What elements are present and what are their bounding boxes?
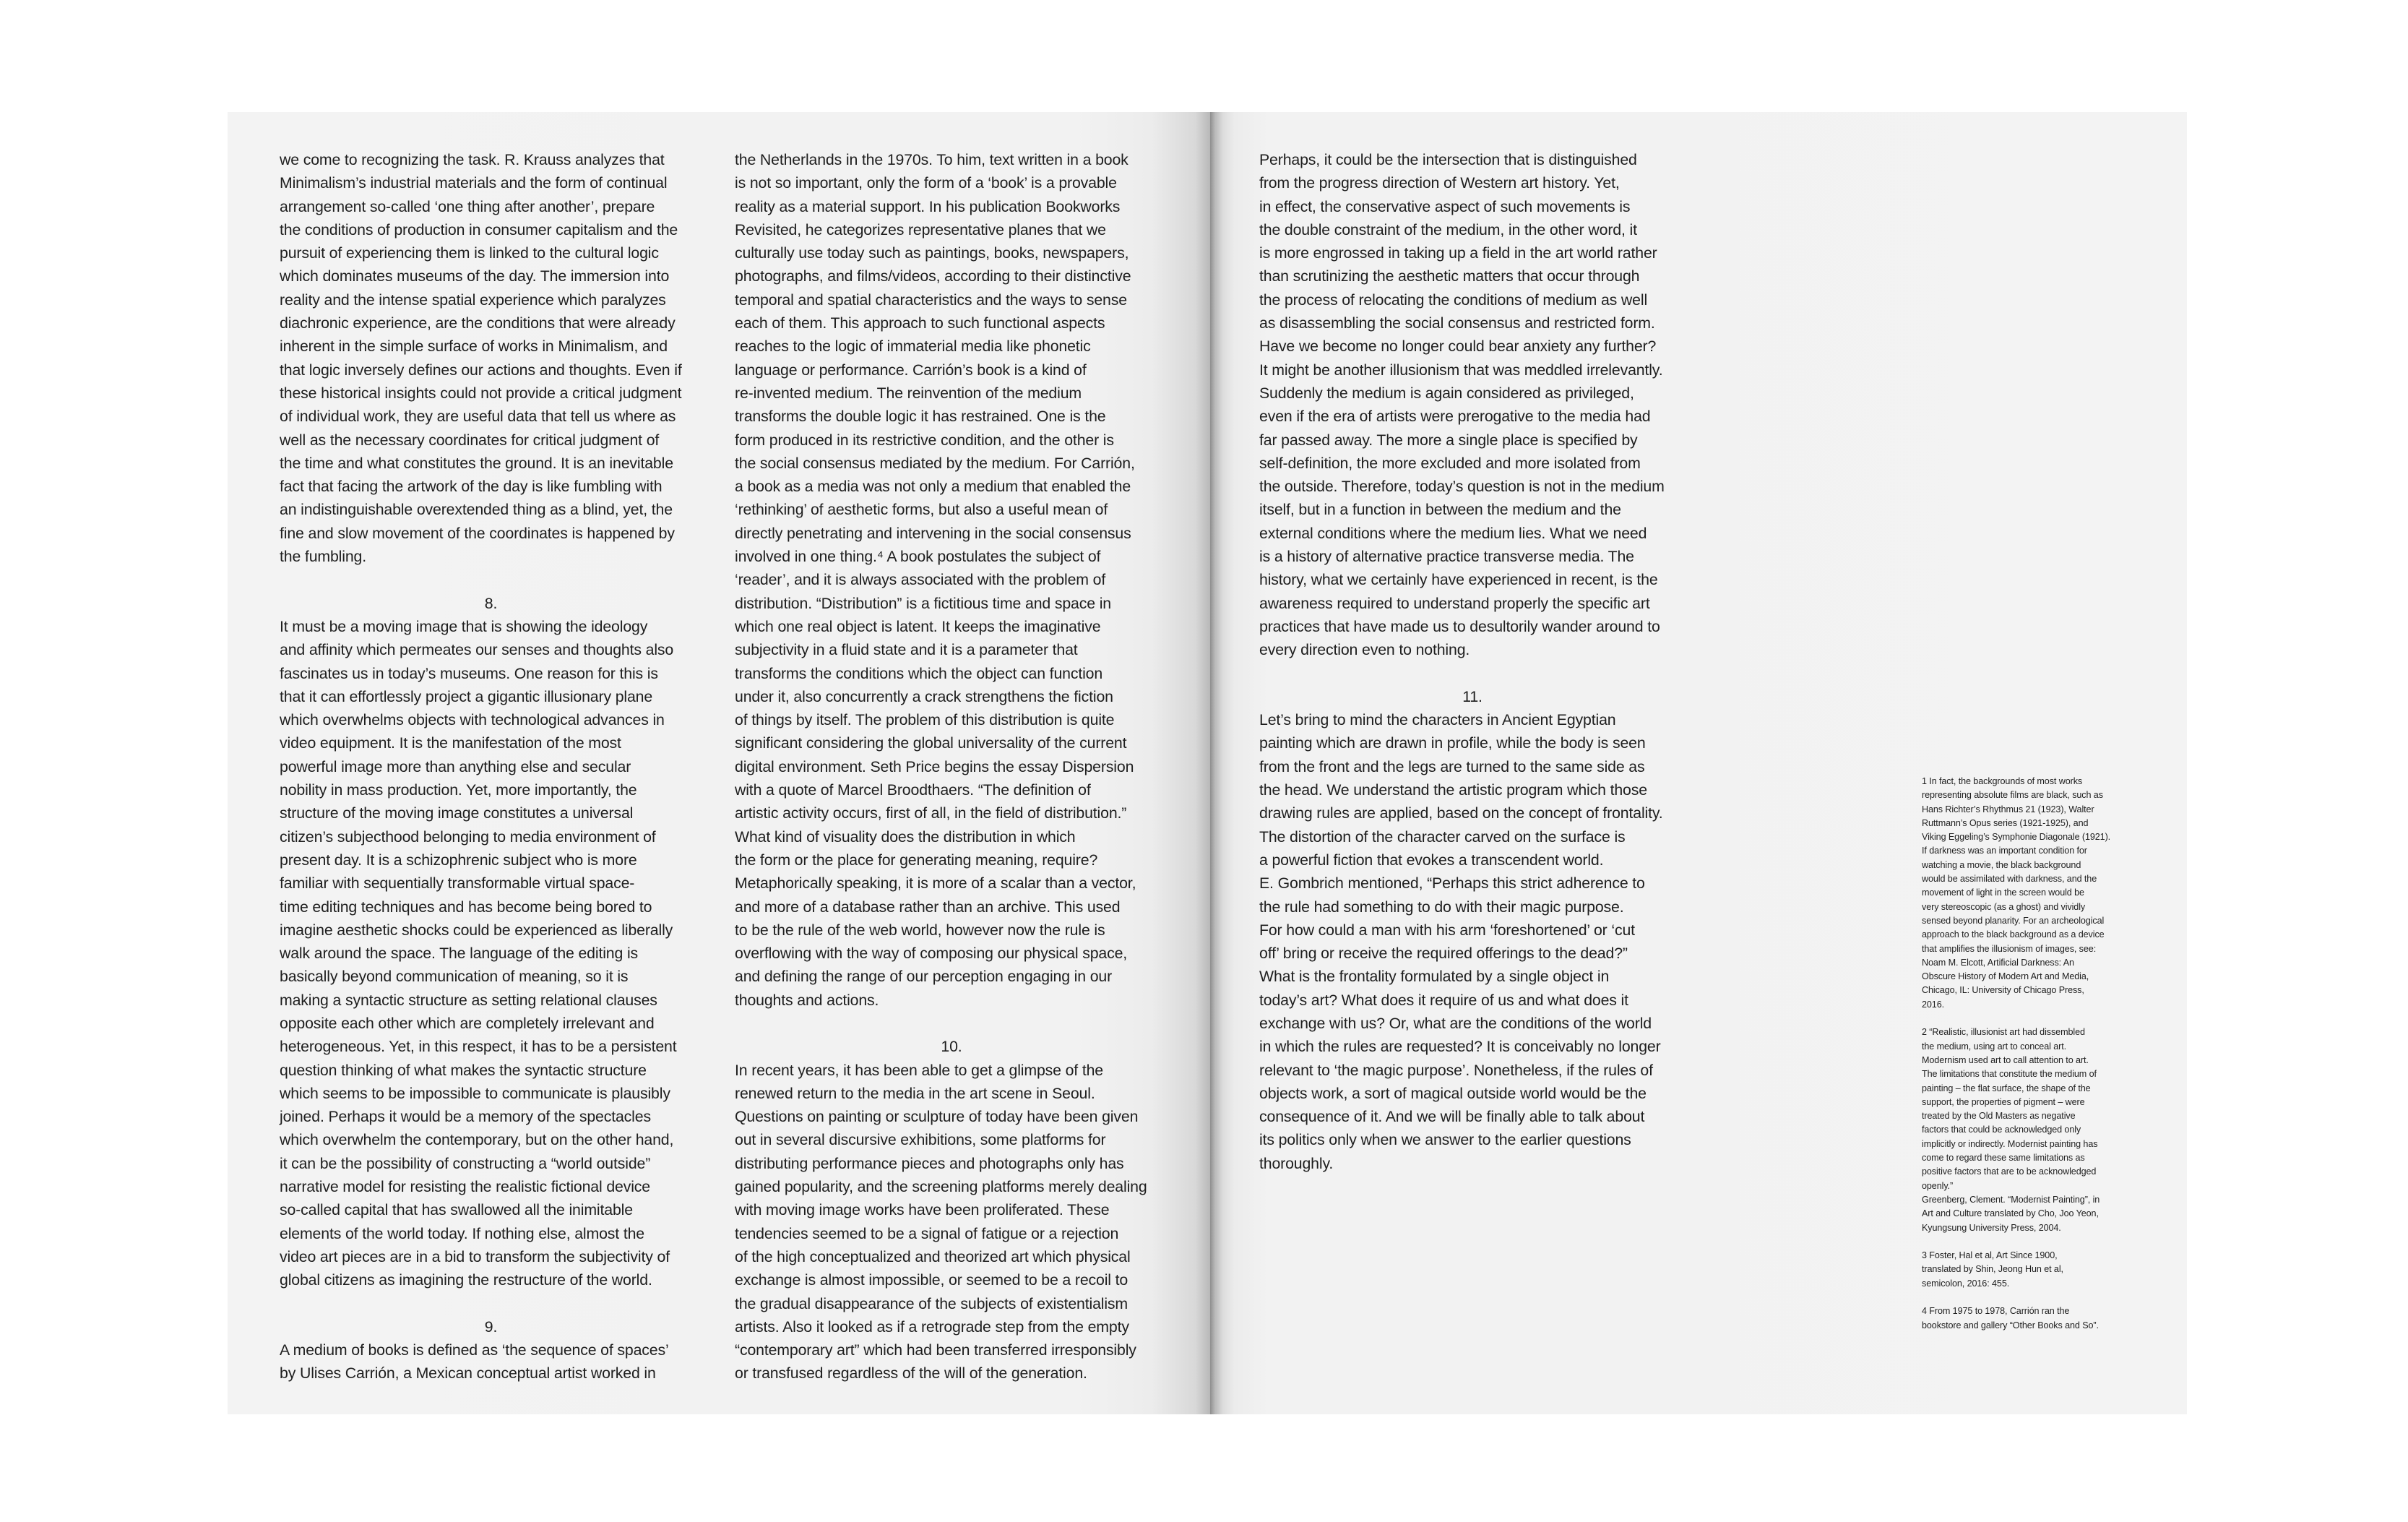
text-line: Kyungsung University Press, 2004. bbox=[1922, 1222, 2061, 1233]
text-line: of things by itself. The problem of this distribution is quite bbox=[735, 711, 1115, 729]
text-line: Have we become no longer could bear anxiety any further? bbox=[1259, 337, 1657, 356]
text-line: fact that facing the artwork of the day is like fumbling with bbox=[280, 478, 663, 496]
section-8-body bbox=[280, 615, 702, 1292]
text-line: semicolon, 2016: 455. bbox=[1922, 1278, 2010, 1289]
text-line: subjectivity in a fluid state and it is a parameter that bbox=[735, 641, 1078, 659]
text-line: Viking Eggeling’s Symphonie Diagonale (1921). bbox=[1922, 832, 2111, 843]
text-line: 1 In fact, the backgrounds of most works bbox=[1922, 776, 2083, 786]
text-line: distributing performance pieces and photographs only has bbox=[735, 1154, 1124, 1172]
text-line: Ruttmann’s Opus series (1921-1925), and bbox=[1922, 817, 2089, 828]
text-line: form produced in its restrictive condition, and the other is bbox=[735, 431, 1114, 449]
text-line: treated by the Old Masters as negative bbox=[1922, 1111, 2076, 1122]
text-line: awareness required to understand properly the specific art bbox=[1259, 594, 1650, 612]
text-line: is a history of alternative practice transverse media. The bbox=[1259, 548, 1634, 566]
text-line: “contemporary art” which had been transferred irresponsibly bbox=[735, 1341, 1136, 1359]
text-line: self-definition, the more excluded and more isolated from bbox=[1259, 454, 1641, 472]
text-line: would be assimilated with darkness, and the bbox=[1922, 874, 2097, 885]
text-line: walk around the space. The language of the editing is bbox=[280, 945, 639, 963]
text-line: from the front and the legs are turned to the same side as bbox=[1259, 757, 1645, 775]
text-line: a powerful fiction that evokes a transcendent world. bbox=[1259, 851, 1604, 869]
text-line: ‘reader’, and it is always associated with the problem of bbox=[735, 571, 1106, 589]
text-line: by Ulises Carrión, a Mexican conceptual artist worked in bbox=[280, 1364, 656, 1383]
text-line: elements of the world today. If nothing else, almost the bbox=[280, 1224, 644, 1242]
text-line: What kind of visuality does the distribution in which bbox=[735, 827, 1076, 846]
text-line: come to regard these same limitations as bbox=[1922, 1153, 2085, 1164]
text-line: that logic inversely defines our actions and thoughts. Even if bbox=[280, 361, 682, 379]
text-line: Modernism used art to call attention to art. bbox=[1922, 1054, 2089, 1065]
text-line: In recent years, it has been able to get a glimpse of the bbox=[735, 1061, 1103, 1079]
text-line: distribution. “Distribution” is a fictitious time and space in bbox=[735, 594, 1111, 612]
text-line: temporal and spatial characteristics and the ways to sense bbox=[735, 291, 1127, 309]
text-line: the time and what constitutes the ground. It is an inevitable bbox=[280, 454, 673, 472]
text-line: nobility in mass production. Yet, more importantly, the bbox=[280, 781, 637, 799]
text-line: the process of relocating the conditions of medium as well bbox=[1259, 291, 1648, 309]
text-line: drawing rules are applied, based on the concept of frontality. bbox=[1259, 804, 1663, 822]
text-line: For how could a man with his arm ‘foreshortened’ or ‘cut bbox=[1259, 921, 1635, 939]
footnote-4 bbox=[1922, 1304, 2160, 1333]
text-line: of the high conceptualized and theorized art which physical bbox=[735, 1247, 1131, 1265]
text-line: out in several discursive exhibitions, some platforms for bbox=[735, 1131, 1106, 1149]
text-line: re-invented medium. The reinvention of the medium bbox=[735, 384, 1082, 402]
section-heading-10: 10. bbox=[941, 1038, 962, 1056]
text-line: very stereoscopic (as a ghost) and vividly bbox=[1922, 901, 2086, 912]
text-line: thoroughly. bbox=[1259, 1154, 1334, 1172]
text-line: history, what we certainly have experienced in recent, is the bbox=[1259, 571, 1658, 589]
text-line: movement of light in the screen would be bbox=[1922, 887, 2084, 898]
text-line: off’ bring or receive the required offerings to the dead?” bbox=[1259, 945, 1628, 963]
text-line: Questions on painting or sculpture of today have been given bbox=[735, 1108, 1139, 1126]
text-line: It might be another illusionism that was meddled irrelevantly. bbox=[1259, 361, 1663, 379]
text-line: the double constraint of the medium, in the other word, it bbox=[1259, 220, 1637, 238]
footnote-1 bbox=[1922, 775, 2160, 1012]
text-line: every direction even to nothing. bbox=[1259, 641, 1470, 659]
text-line: diachronic experience, are the conditions that were already bbox=[280, 314, 676, 332]
text-line: exchange is almost impossible, or seemed to be a recoil to bbox=[735, 1271, 1129, 1289]
text-line: thoughts and actions. bbox=[735, 991, 879, 1009]
text-line: sensed beyond planarity. For an archeological bbox=[1922, 915, 2105, 926]
text-line: painting – the flat surface, the shape of the bbox=[1922, 1083, 2091, 1093]
text-column-2 bbox=[735, 148, 1168, 1385]
text-line: video equipment. It is the manifestation of the most bbox=[280, 734, 621, 752]
text-line: these historical insights could not provide a critical judgment bbox=[280, 384, 682, 402]
text-line: translated by Shin, Jeong Hun et al, bbox=[1922, 1264, 2063, 1275]
text-line: Greenberg, Clement. “Modernist Painting”, in bbox=[1922, 1194, 2100, 1205]
text-line: reaches to the logic of immaterial media like phonetic bbox=[735, 337, 1091, 356]
column-1-intro bbox=[280, 148, 702, 568]
text-line: global citizens as imagining the restructure of the world. bbox=[280, 1271, 652, 1289]
text-line: transforms the conditions which the object can function bbox=[735, 664, 1103, 682]
text-line: it can be the possibility of constructing a “world outside” bbox=[280, 1154, 651, 1172]
text-line: imagine aesthetic shocks could be experienced as liberally bbox=[280, 921, 673, 939]
text-line: even if the era of artists were prerogative to the media had bbox=[1259, 408, 1651, 426]
text-line: Perhaps, it could be the intersection that is distinguished bbox=[1259, 151, 1637, 168]
text-line: question thinking of what makes the syntactic structure bbox=[280, 1061, 647, 1079]
text-line: If darkness was an important condition for bbox=[1922, 846, 2087, 856]
text-line: 2 “Realistic, illusionist art had dissembled bbox=[1922, 1027, 2085, 1038]
text-line: representing absolute films are black, such as bbox=[1922, 790, 2103, 801]
text-line: Chicago, IL: University of Chicago Press, bbox=[1922, 985, 2084, 996]
text-line: the conditions of production in consumer capitalism and the bbox=[280, 220, 678, 238]
text-line: E. Gombrich mentioned, “Perhaps this strict adherence to bbox=[1259, 874, 1645, 893]
text-line: pursuit of experiencing them is linked to the cultural logic bbox=[280, 244, 659, 262]
text-line: familiar with sequentially transformable virtual space- bbox=[280, 874, 635, 893]
text-line: relevant to ‘the magic purpose’. Nonetheless, if the rules of bbox=[1259, 1061, 1653, 1079]
text-column-3 bbox=[1259, 148, 1686, 1175]
text-line: that it can effortlessly project a gigantic illusionary plane bbox=[280, 687, 653, 705]
text-line: objects work, a sort of magical outside world would be the bbox=[1259, 1084, 1647, 1102]
text-line: heterogeneous. Yet, in this respect, it has to be a persistent bbox=[280, 1038, 677, 1056]
text-line: language or performance. Carrión’s book is a kind of bbox=[735, 361, 1087, 379]
column-3-body bbox=[1259, 148, 1686, 662]
text-line: support, the properties of pigment – were bbox=[1922, 1096, 2085, 1107]
text-line: than scrutinizing the aesthetic matters that occur through bbox=[1259, 267, 1640, 285]
text-line: Hans Richter’s Rhythmus 21 (1923), Walter bbox=[1922, 804, 2094, 814]
text-line: tendencies seemed to be a signal of fatigue or a rejection bbox=[735, 1224, 1119, 1242]
text-line: time editing techniques and has become being bored to bbox=[280, 898, 652, 916]
text-line: practices that have made us to desultorily wander around to bbox=[1259, 617, 1660, 635]
footnote-2 bbox=[1922, 1026, 2160, 1234]
text-line: today’s art? What does it require of us and what does it bbox=[1259, 991, 1628, 1009]
footnote-3 bbox=[1922, 1249, 2160, 1291]
text-line: which overwhelm the contemporary, but on the other hand, bbox=[280, 1131, 674, 1149]
text-line: It must be a moving image that is showing the ideology bbox=[280, 617, 648, 635]
text-line: so-called capital that has swallowed all the inimitable bbox=[280, 1201, 633, 1219]
text-line: citizen’s subjecthood belonging to media environment of bbox=[280, 827, 656, 846]
text-line: a book as a media was not only a medium that enabled the bbox=[735, 478, 1131, 496]
book-spread bbox=[228, 112, 2187, 1414]
text-line: far passed away. The more a single place is specified by bbox=[1259, 431, 1638, 449]
text-line: 4 From 1975 to 1978, Carrión ran the bbox=[1922, 1306, 2070, 1317]
text-line: with moving image works have been proliferated. These bbox=[735, 1201, 1110, 1219]
text-line: Art and Culture translated by Cho, Joo Yeon, bbox=[1922, 1208, 2099, 1219]
text-line: which seems to be impossible to communicate is plausibly bbox=[280, 1084, 670, 1102]
text-line: overflowing with the way of composing our physical space, bbox=[735, 945, 1128, 963]
left-page bbox=[228, 112, 1210, 1414]
text-line: reality and the intense spatial experience which paralyzes bbox=[280, 291, 666, 309]
column-2-body bbox=[735, 148, 1168, 1012]
text-line: is more engrossed in taking up a field in the art world rather bbox=[1259, 244, 1657, 262]
text-line: the social consensus mediated by the medium. For Carrión, bbox=[735, 454, 1135, 472]
text-line: 3 Foster, Hal et al, Art Since 1900, bbox=[1922, 1250, 2058, 1261]
text-line: is not so important, only the form of a ‘book’ is a provable bbox=[735, 174, 1117, 192]
text-line: in which the rules are requested? It is conceivably no longer bbox=[1259, 1038, 1661, 1056]
text-line: the outside. Therefore, today’s question is not in the medium bbox=[1259, 478, 1665, 496]
text-line: factors that could be acknowledged only bbox=[1922, 1125, 2081, 1135]
text-line: the head. We understand the artistic program which those bbox=[1259, 781, 1647, 799]
text-line: approach to the black background as a device bbox=[1922, 929, 2105, 940]
text-line: gained popularity, and the screening platforms merely dealing bbox=[735, 1178, 1147, 1196]
text-line: well as the necessary coordinates for critical judgment of bbox=[280, 431, 660, 449]
text-line: an indistinguishable overextended thing as a blind, yet, the bbox=[280, 501, 673, 519]
text-line: fascinates us in today’s museums. One reason for this is bbox=[280, 664, 658, 682]
text-line: we come to recognizing the task. R. Krauss analyzes that bbox=[280, 151, 665, 168]
text-line: reality as a material support. In his publication Bookworks bbox=[735, 197, 1121, 215]
text-line: the gradual disappearance of the subjects of existentialism bbox=[735, 1294, 1129, 1312]
text-line: to be the rule of the web world, however now the rule is bbox=[735, 921, 1105, 939]
text-line: and defining the range of our perception engaging in our bbox=[735, 968, 1113, 986]
text-line: external conditions where the medium lies. What we need bbox=[1259, 524, 1647, 542]
section-9-body bbox=[280, 1338, 702, 1385]
footnotes bbox=[1922, 775, 2160, 1333]
text-line: Revisited, he categorizes representative planes that we bbox=[735, 220, 1106, 238]
text-line: artists. Also it looked as if a retrograde step from the empty bbox=[735, 1317, 1129, 1336]
text-line: photographs, and films/videos, according to their distinctive bbox=[735, 267, 1131, 285]
text-line: each of them. This approach to such functional aspects bbox=[735, 314, 1105, 332]
text-line: and affinity which permeates our senses and thoughts also bbox=[280, 641, 674, 659]
text-line: renewed return to the media in the art scene in Seoul. bbox=[735, 1084, 1095, 1102]
text-line: which dominates museums of the day. The immersion into bbox=[280, 267, 670, 285]
text-line: Metaphorically speaking, it is more of a scalar than a vector, bbox=[735, 874, 1136, 893]
text-line: Suddenly the medium is again considered as privileged, bbox=[1259, 384, 1634, 402]
text-line: Noam M. Elcott, Artificial Darkness: An bbox=[1922, 957, 2074, 968]
text-line: in effect, the conservative aspect of such movements is bbox=[1259, 197, 1631, 215]
text-line: watching a movie, the black background bbox=[1922, 859, 2081, 870]
text-line: ‘rethinking’ of aesthetic forms, but also a useful mean of bbox=[735, 501, 1108, 519]
text-line: opposite each other which are completely irrelevant and bbox=[280, 1014, 655, 1032]
text-line: joined. Perhaps it would be a memory of the spectacles bbox=[280, 1108, 651, 1126]
text-line: powerful image more than anything else and secular bbox=[280, 757, 631, 775]
text-line: Obscure History of Modern Art and Media, bbox=[1922, 971, 2089, 982]
text-line: which one real object is latent. It keeps the imaginative bbox=[735, 617, 1101, 635]
section-heading-11: 11. bbox=[1462, 687, 1483, 705]
text-line: artistic activity occurs, first of all, in the field of distribution.” bbox=[735, 804, 1127, 822]
text-line: narrative model for resisting the realistic fictional device bbox=[280, 1178, 651, 1196]
text-line: consequence of it. And we will be finally able to talk about bbox=[1259, 1108, 1645, 1126]
text-line: What is the frontality formulated by a single object in bbox=[1259, 968, 1610, 986]
section-heading-8: 8. bbox=[484, 594, 498, 612]
text-line: itself, but in a function in between the medium and the bbox=[1259, 501, 1621, 519]
text-line: fine and slow movement of the coordinates is happened by bbox=[280, 524, 675, 542]
text-line: exchange with us? Or, what are the conditions of the world bbox=[1259, 1014, 1652, 1032]
text-line: positive factors that are to be acknowledged bbox=[1922, 1166, 2097, 1177]
text-line: which overwhelms objects with technological advances in bbox=[280, 711, 665, 729]
text-line: or transfused regardless of the will of the generation. bbox=[735, 1364, 1087, 1383]
text-line: transforms the double logic it has restrained. One is the bbox=[735, 408, 1106, 426]
text-line: the rule had something to do with their magic purpose. bbox=[1259, 898, 1624, 916]
text-line: of individual work, they are useful data that tell us where as bbox=[280, 408, 676, 426]
text-line: directly penetrating and intervening in the social consensus bbox=[735, 524, 1131, 542]
text-line: A medium of books is defined as ‘the sequence of spaces’ bbox=[280, 1341, 669, 1359]
text-line: present day. It is a schizophrenic subject who is more bbox=[280, 851, 637, 869]
text-line: structure of the moving image constitutes a universal bbox=[280, 804, 634, 822]
text-line: bookstore and gallery “Other Books and So”. bbox=[1922, 1320, 2099, 1330]
text-line: the form or the place for generating meaning, require? bbox=[735, 851, 1098, 869]
text-line: that amplifies the illusionism of images, see: bbox=[1922, 943, 2097, 954]
text-line: involved in one thing.⁴ A book postulates the subject of bbox=[735, 548, 1101, 566]
section-heading-9: 9. bbox=[484, 1317, 498, 1336]
text-line: The limitations that constitute the medium of bbox=[1922, 1069, 2097, 1080]
text-line: inherent in the simple surface of works in Minimalism, and bbox=[280, 337, 668, 356]
text-line: openly.” bbox=[1922, 1180, 1954, 1191]
text-line: arrangement so-called ‘one thing after another’, prepare bbox=[280, 197, 655, 215]
text-line: its politics only when we answer to the earlier questions bbox=[1259, 1131, 1631, 1149]
section-11-body bbox=[1259, 708, 1686, 1175]
text-line: the Netherlands in the 1970s. To him, text written in a book bbox=[735, 151, 1129, 168]
text-column-1 bbox=[280, 148, 702, 1385]
text-line: video art pieces are in a bid to transform the subjectivity of bbox=[280, 1247, 670, 1265]
text-line: and more of a database rather than an archive. This used bbox=[735, 898, 1121, 916]
text-line: the medium, using art to conceal art. bbox=[1922, 1041, 2067, 1052]
text-line: implicitly or indirectly. Modernist painting has bbox=[1922, 1138, 2098, 1149]
text-line: the fumbling. bbox=[280, 548, 366, 566]
text-line: culturally use today such as paintings, books, newspapers, bbox=[735, 244, 1129, 262]
text-line: Minimalism’s industrial materials and the form of continual bbox=[280, 174, 668, 192]
text-line: The distortion of the character carved on the surface is bbox=[1259, 827, 1626, 846]
text-line: basically beyond communication of meaning, so it is bbox=[280, 968, 629, 986]
section-10-body bbox=[735, 1059, 1168, 1385]
text-line: making a syntactic structure as setting relational clauses bbox=[280, 991, 657, 1009]
text-line: as disassembling the social consensus and restricted form. bbox=[1259, 314, 1655, 332]
text-line: 2016. bbox=[1922, 999, 1945, 1010]
text-line: significant considering the global universality of the current bbox=[735, 734, 1127, 752]
text-line: painting which are drawn in profile, while the body is seen bbox=[1259, 734, 1646, 752]
text-line: Let’s bring to mind the characters in Ancient Egyptian bbox=[1259, 711, 1616, 729]
text-line: digital environment. Seth Price begins the essay Dispersion bbox=[735, 757, 1134, 775]
text-line: with a quote of Marcel Broodthaers. “The definition of bbox=[735, 781, 1091, 799]
text-line: from the progress direction of Western art history. Yet, bbox=[1259, 174, 1620, 192]
text-line: under it, also concurrently a crack strengthens the fiction bbox=[735, 687, 1113, 705]
